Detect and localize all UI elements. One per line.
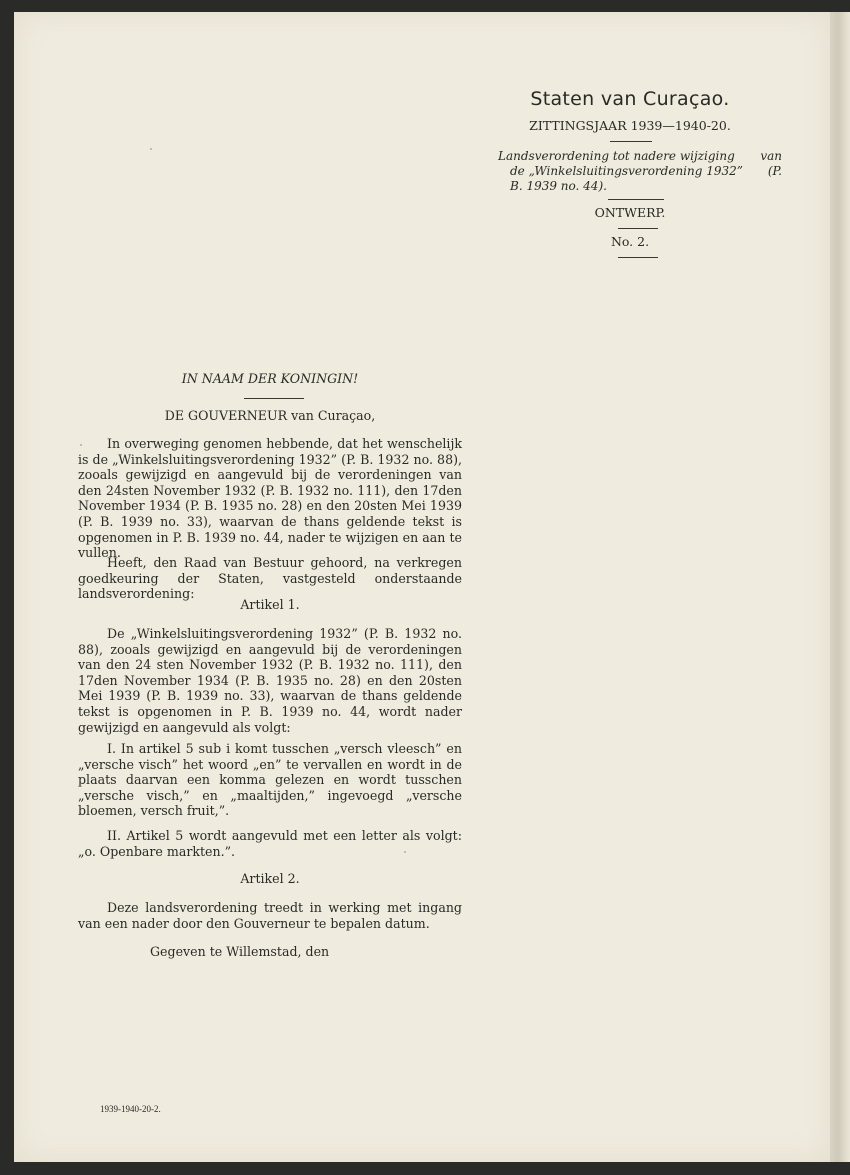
subject-line-2-end: (P. <box>767 164 782 178</box>
subject-line-2: de „Winkelsluitingsverordening 1932” <box>510 164 743 178</box>
divider <box>608 199 664 200</box>
consideration-paragraph: In overweging genomen hebbende, dat het wenschelijk is de „Winkelsluitingsverordening 1932” (P. B. 1932 no. 88), zooals gewijzigd en aangevuld bij de verordeningen van den 24sten November 1932 (P. B. 1932 no. 111), den 17den November 1934 (P. B. 1935 no. 28) en den 20sten Mei 1939 (P. B. 1939 no. 33), waarvan de thans geldende tekst is opgenomen in P. B. 1939 no. 44, nader te wijzigen en aan te vullen. <box>78 436 462 561</box>
enactment-paragraph: Heeft, den Raad van Bestuur gehoord, na verkregen goedkeuring der Staten, vastgesteld onderstaande landsverordening: <box>78 555 462 602</box>
closing-line: Gegeven te Willemstad, den <box>150 944 330 959</box>
divider <box>610 141 652 142</box>
article-1-item-2: II. Artikel 5 wordt aangevuld met een letter als volgt: „o. Openbare markten.”. <box>78 828 462 859</box>
session-year: ZITTINGSJAAR 1939—1940-20. <box>529 118 731 133</box>
page-edge <box>830 12 850 1162</box>
invocation: IN NAAM DER KONINGIN! <box>181 371 359 386</box>
document-title: Staten van Curaçao. <box>530 88 730 110</box>
subject-line-3: B. 1939 no. 44). <box>510 179 607 193</box>
article-2-heading: Artikel 2. <box>240 871 300 886</box>
subject-line-1: Landsverordening tot nadere wijziging <box>498 149 735 163</box>
issuer: DE GOUVERNEUR van Curaçao, <box>164 408 376 423</box>
subject-line-1-end: van <box>760 149 782 163</box>
article-1-heading: Artikel 1. <box>240 597 300 612</box>
paper-speck <box>404 851 406 853</box>
draft-label: ONTWERP. <box>594 205 666 220</box>
article-2-text: Deze landsverordening treedt in werking met ingang van een nader door den Gouverneur te bepalen datum. <box>78 900 462 931</box>
divider <box>244 398 304 399</box>
article-1-item-1: I. In artikel 5 sub i komt tusschen „versch vleesch” en „versche visch” het woord „en” te vervallen en wordt in de plaats daarvan een komma gelezen en wordt tusschen „versche visch,” en „maaltijden,” ingevoegd „versche bloemen, versch fruit,”. <box>78 741 462 819</box>
document-number: No. 2. <box>610 234 650 249</box>
paper-speck <box>150 148 152 150</box>
article-1-text: De „Winkelsluitingsverordening 1932” (P. B. 1932 no. 88), zooals gewijzigd en aangevuld bij de verordeningen van den 24 sten November 1932 (P. B. 1932 no. 111), den 17den November 1934 (P. B. 1935 no. 28) en den 20sten Mei 1939 (P. B. 1939 no. 33), waarvan de thans geldende tekst is opgenomen in P. B. 1939 no. 44, wordt nader gewijzigd en aangevuld als volgt: <box>78 626 462 735</box>
paper-speck <box>80 444 82 446</box>
divider <box>618 257 658 258</box>
document-code: 1939-1940-20-2. <box>100 1104 161 1114</box>
subject-block <box>498 149 782 194</box>
divider <box>618 228 658 229</box>
